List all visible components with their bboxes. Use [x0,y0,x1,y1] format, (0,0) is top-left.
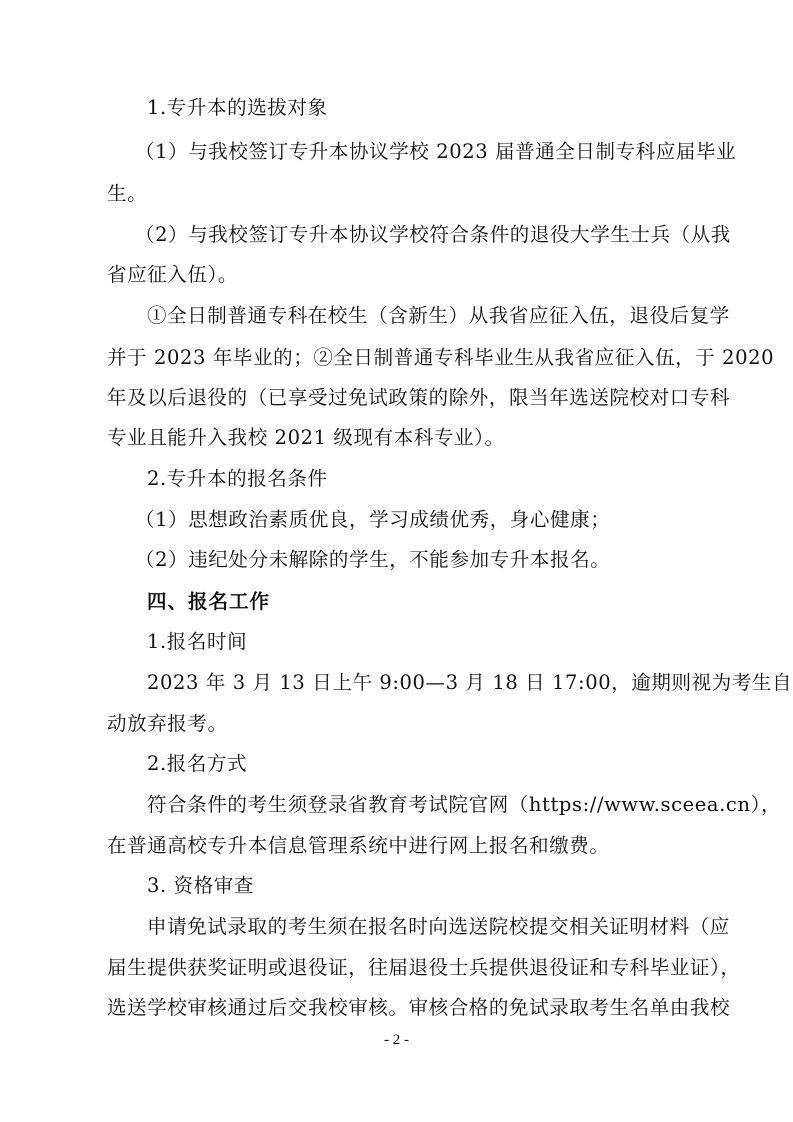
page-number: - 2 - [384,1032,409,1048]
section-heading-registration-time: 1.报名时间 [147,630,248,653]
paragraph-line: 符合条件的考生须登录省教育考试院官网（https://www.sceea.cn）， [147,793,782,816]
paragraph-line: 并于 2023 年毕业的；②全日制普通专科毕业生从我省应征入伍，于 2020 [107,346,775,369]
paragraph-line: 选送学校审核通过后交我校审核。审核合格的免试录取考生名单由我校 [107,996,731,1019]
section-heading-selection-target: 1.专升本的选拔对象 [147,96,328,119]
chapter-heading-registration: 四、报名工作 [147,590,271,613]
paragraph-line: 届生提供获奖证明或退役证，往届退役士兵提供退役证和专科毕业证）， [107,956,741,979]
paragraph-line: 省应征入伍）。 [107,263,238,286]
paragraph-line: 在普通高校专升本信息管理系统中进行网上报名和缴费。 [107,834,610,857]
paragraph-line: （2）违纪处分未解除的学生，不能参加专升本报名。 [135,548,611,571]
paragraph-line: （1）思想政治素质优良，学习成绩优秀，身心健康； [135,508,611,531]
paragraph-line: ①全日制普通专科在校生（含新生）从我省应征入伍，退役后复学 [147,304,730,327]
paragraph-line: 专业且能升入我校 2021 级现有本科专业）。 [107,426,505,449]
paragraph-line: 申请免试录取的考生须在报名时向选送院校提交相关证明材料（应 [147,915,730,938]
paragraph-line: 生。 [107,182,148,205]
section-heading-registration-method: 2.报名方式 [147,752,248,775]
paragraph-line: 动放弃报考。 [107,712,228,735]
paragraph-line: （2）与我校签订专升本协议学校符合条件的退役大学生士兵（从我 [135,223,731,246]
section-heading-registration-conditions: 2.专升本的报名条件 [147,467,328,490]
paragraph-line: 2023 年 3 月 13 日上午 9:00—3 月 18 日 17:00，逾期则视为考生自 [147,671,793,694]
paragraph-line: 年及以后退役的（已享受过免试政策的除外，限当年选送院校对口专科 [107,386,731,409]
paragraph-line: （1）与我校签订专升本协议学校 2023 届普通全日制专科应届毕业 [135,140,737,163]
section-heading-qualification-review: 3. 资格审查 [147,874,255,897]
